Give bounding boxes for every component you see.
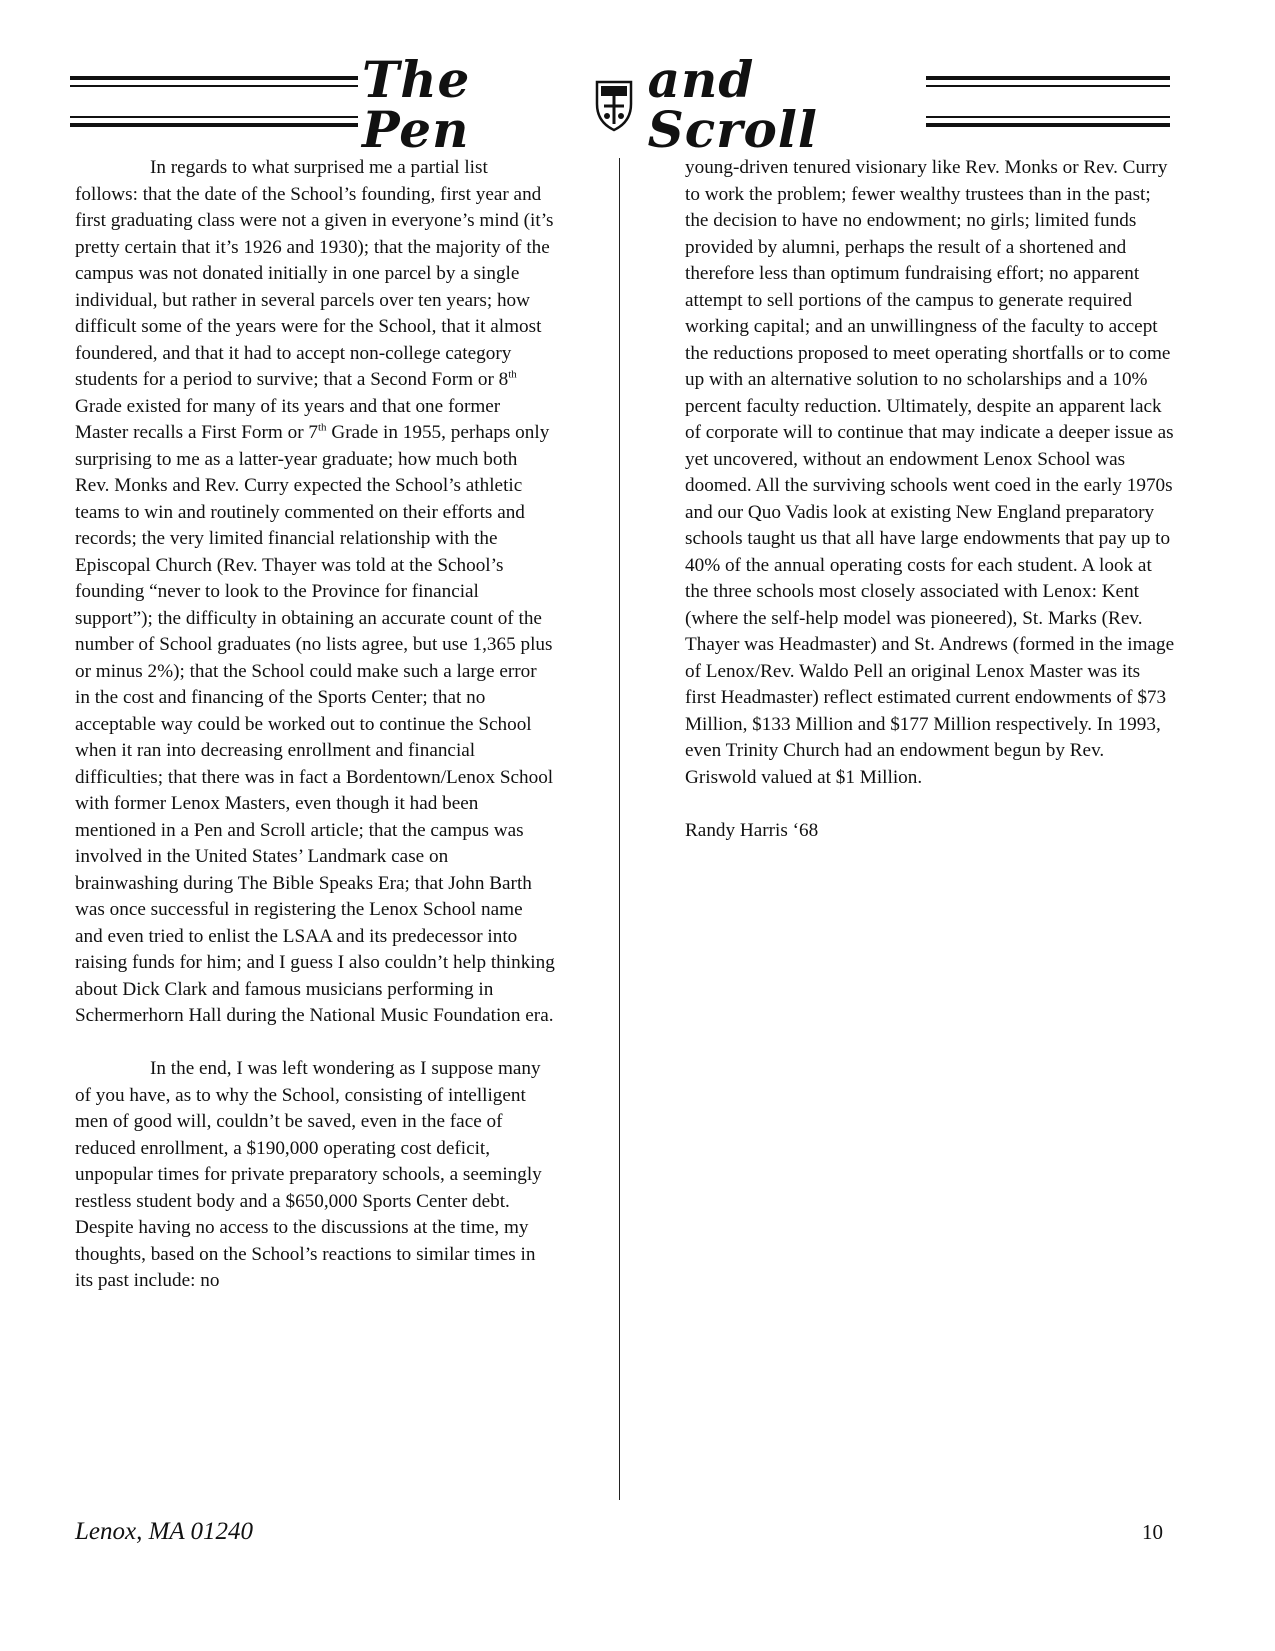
masthead-title [362,50,922,159]
left-paragraph-1: In regards to what surprised me a partial list follows: that the date of the School’s founding, first year and first graduating class were not a given in everyone’s mind (it’s pretty certain that it’s 1926 and 1930); that the majority of the campus was not donated initially in one parcel by a single individual, but rather in several parcels over ten years; how difficult some of the years were for the School, that it almost foundered, and that it had to accept non-college category students for a period to survive; that a Second Form or 8th Grade existed for many of its years and that one former Master recalls a First Form or 7th Grade in 1955, perhaps only surprising to me as a latter-year graduate; how much both Rev. Monks and Rev. Curry expected the School’s athletic teams to win and routinely commented on their efforts and records; the very limited financial relationship with the Episcopal Church (Rev. Thayer was told at the School’s founding “never to look to the Province for financial support”); the difficulty in obtaining an accurate count of the number of School graduates (no lists agree, but use 1,365 plus or minus 2%); that the School could make such a large error in the cost and financing of the Sports Center; that no acceptable way could be worked out to continue the School when it ran into decreasing enrollment and financial difficulties; that there was in fact a Bordentown/Lenox School with former Lenox Masters, even though it had been mentioned in a Pen and Scroll article; that the campus was involved in the United States’ Landmark case on brainwashing during The Bible Speaks Era; that John Barth was once successful in registering the Lenox School name and even tried to enlist the LSAA and its predecessor into raising funds for him; and I guess I also couldn’t help thinking about Dick Clark and famous musicians performing in Schermerhorn Hall during the National Music Foundation era. [75,157,555,1026]
masthead [70,50,1170,159]
title-left: The Pen [362,50,471,159]
column-divider [619,158,620,1500]
masthead-rules-left [70,76,358,130]
footer-location: Lenox, MA 01240 [75,1518,253,1545]
left-column [75,155,555,1295]
shield-crest-icon [594,78,634,132]
right-paragraph-1: young-driven tenured visionary like Rev. Monks or Rev. Curry to work the problem; fewer wealthy trustees than in the past; the decision to have no endowment; no girls; limited funds provided by alumni, perhaps the result of a shortened and therefore less than optimum fundraising effort; no apparent attempt to sell portions of the campus to generate required working capital; and an unwillingness of the faculty to accept the reductions proposed to meet operating shortfalls or to come up with an alternative solution to no scholarships and a 10% percent faculty reduction. Ultimately, despite an apparent lack of corporate will to continue that may indicate a deeper issue as yet uncovered, without an endowment Lenox School was doomed. All the surviving schools went coed in the early 1970s and our Quo Vadis look at existing New England preparatory schools taught us that all have large endowments that pay up to 40% of the annual operating costs for each student. A look at the three schools most closely associated with Lenox: Kent (where the self-help model was pioneered), St. Marks (Rev. Thayer was Headmaster) and St. Andrews (formed in the image of Lenox/Rev. Waldo Pell an original Lenox Master was its first Headmaster) reflect estimated current endowments of $73 Million, $133 Million and $177 Million respectively. In 1993, even Trinity Church had an endowment begun by Rev. Griswold valued at $1 Million. [685,157,1175,788]
title-right: and Scroll [647,50,818,159]
page-number: 10 [1142,1520,1163,1544]
masthead-rules-right [926,76,1170,130]
author-signature: Randy Harris ‘68 [685,819,819,841]
right-column [685,155,1175,844]
left-paragraph-2: In the end, I was left wondering as I suppose many of you have, as to why the School, consisting of intelligent men of good will, couldn’t be saved, even in the face of reduced enrollment, a $190,000 operating cost deficit, unpopular times for private preparatory schools, a seemingly restless student body and a $650,000 Sports Center debt. Despite having no access to the discussions at the time, my thoughts, based on the School’s reactions to similar times in its past include: no [75,1058,542,1291]
